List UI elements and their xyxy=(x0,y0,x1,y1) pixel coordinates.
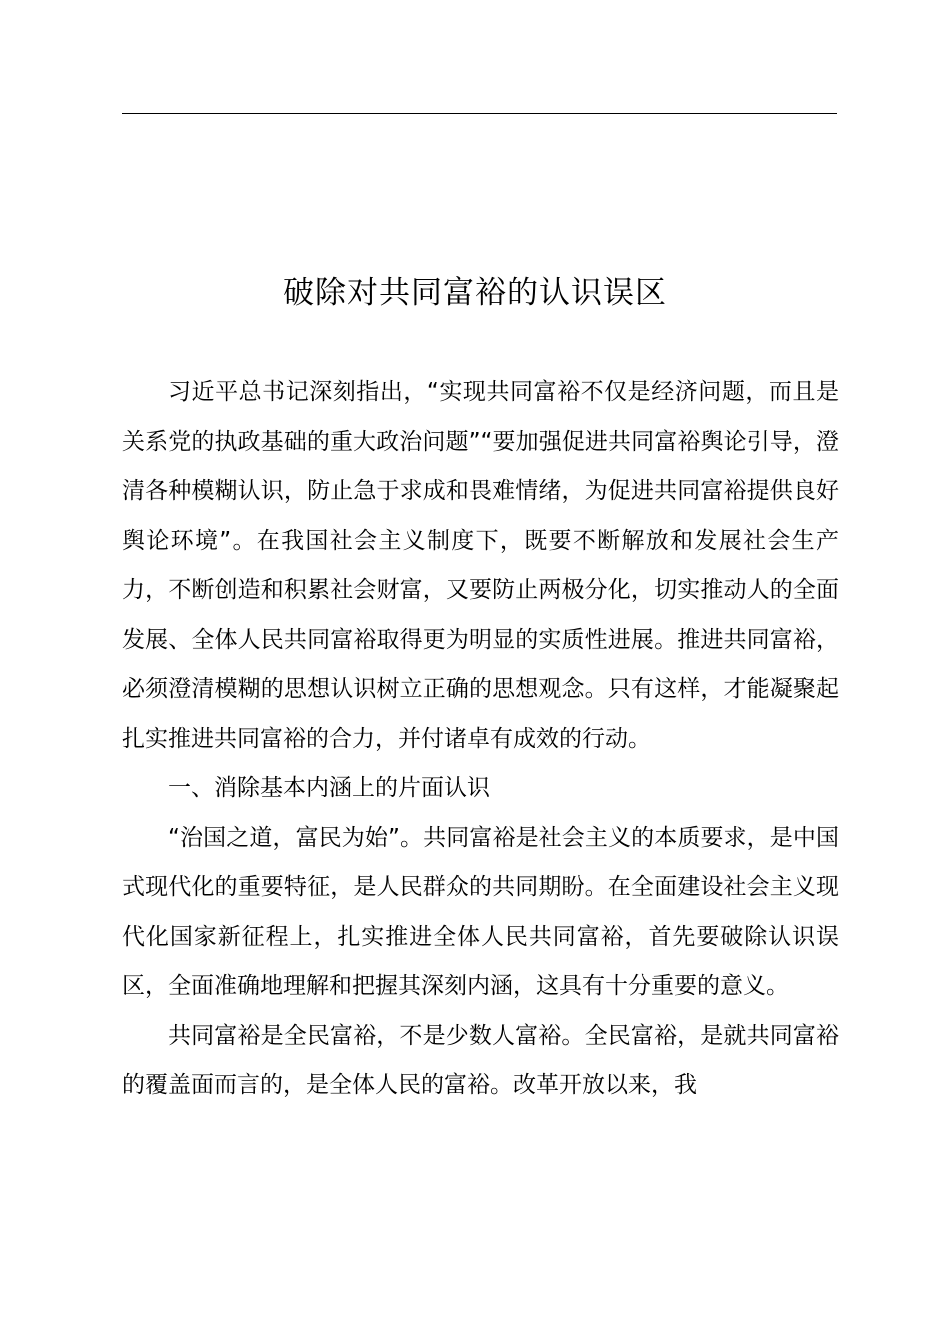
section-heading-1: 一、消除基本内涵上的片面认识 xyxy=(168,775,490,801)
header-rule xyxy=(122,113,837,114)
document-title: 破除对共同富裕的认识误区 xyxy=(283,275,667,311)
paragraph-intro: 习近平总书记深刻指出，“实现共同富裕不仅是经济问题，而且是关系党的执政基础的重大政治问题”“要加强促进共同富裕舆论引导，澄清各种模糊认识，防止急于求成和畏难情绪，为促进共同富裕提供良好舆论环境”。在我国社会主义制度下，既要不断解放和发展社会生产力，不断创造和积累社会财富，又要防止两极分化，切实推动人的全面发展、全体人民共同富裕取得更为明显的实质性进展。推进共同富裕，必须澄清模糊的思想认识树立正确的思想观念。只有这样，才能凝聚起扎实推进共同富裕的合力，并付诸卓有成效的行动。 xyxy=(122,379,839,752)
paragraph-common-prosperity: 共同富裕是全民富裕，不是少数人富裕。全民富裕，是就共同富裕的覆盖面而言的，是全体人民的富裕。改革开放以来，我 xyxy=(122,1022,839,1098)
paragraph-section-1: “治国之道，富民为始”。共同富裕是社会主义的本质要求，是中国式现代化的重要特征，是人民群众的共同期盼。在全面建设社会主义现代化国家新征程上，扎实推进全体人民共同富裕，首先要破除认识误区，全面准确地理解和把握其深刻内涵，这具有十分重要的意义。 xyxy=(122,824,839,999)
document-body xyxy=(122,368,839,1111)
